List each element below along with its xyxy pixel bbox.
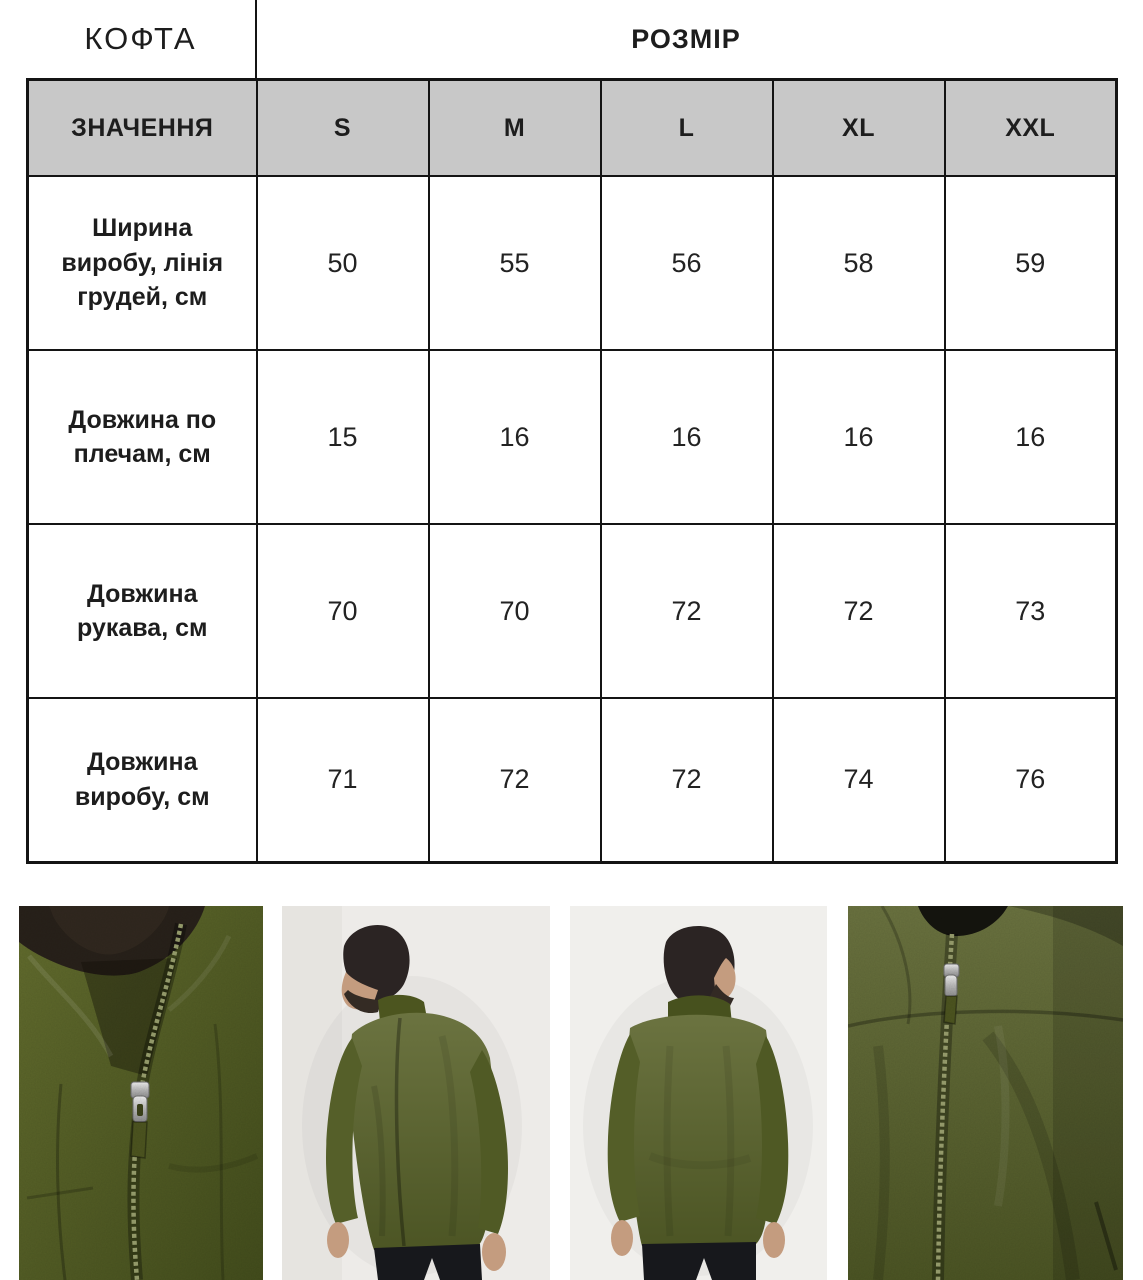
jacket-back: [626, 1015, 771, 1246]
size-header-l: L: [601, 80, 773, 177]
size-header-s: S: [257, 80, 429, 177]
product-title: КОФТА: [26, 0, 257, 78]
photo-zipper-closeup: [19, 906, 263, 1280]
cell-value: 74: [773, 698, 945, 862]
row-label: Ширина виробу, лінія грудей, см: [28, 176, 257, 350]
corner-header: ЗНАЧЕННЯ: [28, 80, 257, 177]
cell-value: 71: [257, 698, 429, 862]
cell-value: 16: [429, 350, 601, 524]
table-row-sleeve-length: [28, 524, 1117, 698]
cell-value: 56: [601, 176, 773, 350]
cell-value: 50: [257, 176, 429, 350]
cell-value: 59: [945, 176, 1117, 350]
cell-value: 16: [601, 350, 773, 524]
table-row-shoulder-length: [28, 350, 1117, 524]
cell-value: 73: [945, 524, 1117, 698]
size-header-m: M: [429, 80, 601, 177]
photo-shoulder-closeup: [848, 906, 1123, 1280]
cell-value: 70: [257, 524, 429, 698]
cell-value: 16: [773, 350, 945, 524]
table-row-chest-width: [28, 176, 1117, 350]
photo-side-view: [282, 906, 550, 1280]
table-row-item-length: [28, 698, 1117, 862]
cell-value: 15: [257, 350, 429, 524]
cell-value: 70: [429, 524, 601, 698]
row-label: Довжина по плечам, см: [28, 350, 257, 524]
cell-value: 72: [601, 698, 773, 862]
jacket-body: [348, 1013, 494, 1250]
cell-value: 16: [945, 350, 1117, 524]
size-table-header-row: [28, 80, 1117, 177]
table-title-bar: [26, 0, 1115, 78]
cell-value: 55: [429, 176, 601, 350]
cell-value: 58: [773, 176, 945, 350]
size-group-title: РОЗМІР: [631, 23, 741, 54]
size-header-xxl: XXL: [945, 80, 1117, 177]
cell-value: 72: [429, 698, 601, 862]
size-header-xl: XL: [773, 80, 945, 177]
cell-value: 72: [773, 524, 945, 698]
cell-value: 76: [945, 698, 1117, 862]
cell-value: 72: [601, 524, 773, 698]
row-label: Довжина рукава, см: [28, 524, 257, 698]
size-table: [26, 78, 1118, 864]
photo-back-view: [570, 906, 827, 1280]
row-label: Довжина виробу, см: [28, 698, 257, 862]
